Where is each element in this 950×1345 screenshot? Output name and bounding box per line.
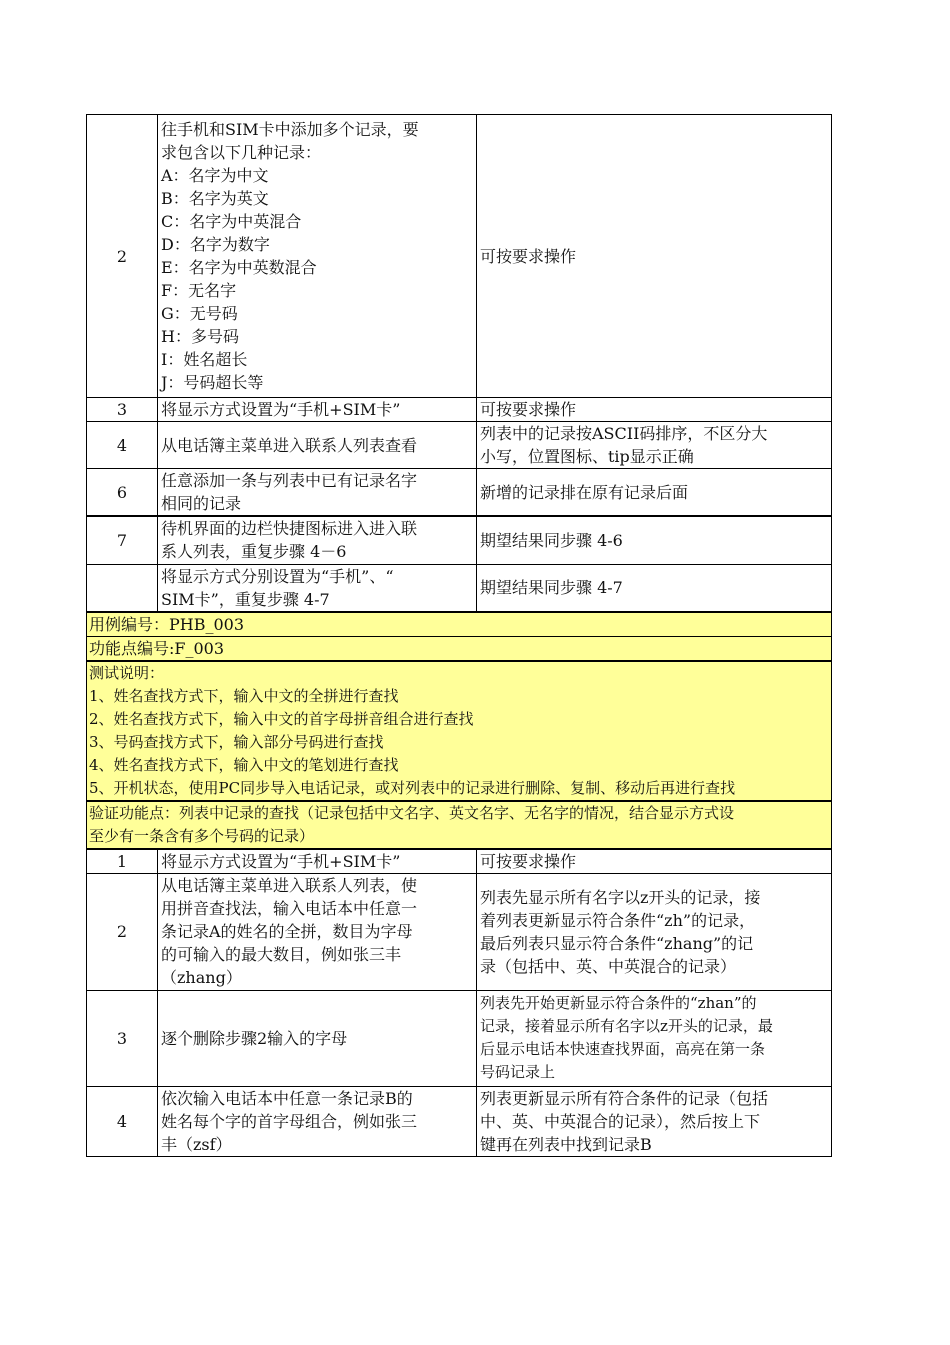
expected-result: 列表先开始更新显示符合条件的“zhan”的 记录，接着显示所有名字以z开头的记录，最 后显示电话本快速查找界面，高亮在第一条 号码记录上 (477, 990, 832, 1086)
step-description: 依次输入电话本中任意一条记录B的 姓名每个字的首字母组合，例如张三 丰（zsf） (158, 1086, 477, 1156)
step-number: 7 (87, 516, 158, 564)
test-case-table (86, 114, 832, 1157)
step-number: 2 (87, 115, 158, 398)
feature-id: 功能点编号:F_003 (87, 636, 832, 661)
step-number: 3 (87, 990, 158, 1086)
expected-result: 新增的记录排在原有记录后面 (477, 469, 832, 517)
step-description: 待机界面的边栏快捷图标进入进入联 系人列表，重复步骤 4－6 (158, 516, 477, 564)
step-description: 任意添加一条与列表中已有记录名字 相同的记录 (158, 469, 477, 517)
test-notes-row (87, 661, 832, 801)
feature-id-row (87, 636, 832, 661)
table-row (87, 422, 832, 469)
table-row (87, 516, 832, 564)
table-row (87, 1086, 832, 1156)
expected-result: 列表先显示所有名字以z开头的记录，接 着列表更新显示符合条件“zh”的记录， 最后列表只显示符合条件“zhang”的记 录（包括中、英、中英混合的记录） (477, 873, 832, 990)
case-id: 用例编号：PHB_003 (87, 612, 832, 637)
step-description: 将显示方式设置为“手机+SIM卡” (158, 849, 477, 874)
table-row (87, 115, 832, 398)
case-id-row (87, 612, 832, 637)
table-row (87, 990, 832, 1086)
step-number: 6 (87, 469, 158, 517)
expected-result: 期望结果同步骤 4-6 (477, 516, 832, 564)
verify-point: 验证功能点：列表中记录的查找（记录包括中文名字、英文名字、无名字的情况，结合显示方式设 至少有一条含有多个号码的记录） (87, 801, 832, 849)
expected-result: 列表更新显示所有符合条件的记录（包括 中、英、中英混合的记录），然后按上下 键再在列表中找到记录B (477, 1086, 832, 1156)
step-description: 往手机和SIM卡中添加多个记录，要 求包含以下几种记录： A：名字为中文 B：名字为英文 C：名字为中英混合 D：名字为数字 E：名字为中英数混合 F：无名字 G：无号码 H：多号码 I：姓名超长 J：号码超长等 (158, 115, 477, 398)
step-description: 将显示方式分别设置为“手机”、“ SIM卡”，重复步骤 4-7 (158, 564, 477, 612)
step-description: 从电话簿主菜单进入联系人列表查看 (158, 422, 477, 469)
test-notes: 测试说明： 1、姓名查找方式下，输入中文的全拼进行查找 2、姓名查找方式下，输入中文的首字母拼音组合进行查找 3、号码查找方式下，输入部分号码进行查找 4、姓名查找方式下，输入中文的笔划进行查找 5、开机状态，使用PC同步导入电话记录，或对列表中的记录进行删除、复制、移动后再进行查找 (87, 661, 832, 801)
step-number: 4 (87, 422, 158, 469)
step-description: 逐个删除步骤2输入的字母 (158, 990, 477, 1086)
expected-result: 可按要求操作 (477, 115, 832, 398)
expected-result: 列表中的记录按ASCII码排序，不区分大 小写，位置图标、tip显示正确 (477, 422, 832, 469)
expected-result: 期望结果同步骤 4-7 (477, 564, 832, 612)
step-description: 从电话簿主菜单进入联系人列表，使 用拼音查找法，输入电话本中任意一 条记录A的姓名的全拼，数目为字母 的可输入的最大数目，例如张三丰 （zhang） (158, 873, 477, 990)
table-row (87, 469, 832, 517)
expected-result: 可按要求操作 (477, 849, 832, 874)
step-number (87, 564, 158, 612)
table-row (87, 564, 832, 612)
expected-result: 可按要求操作 (477, 398, 832, 422)
verify-point-row (87, 801, 832, 849)
step-number: 1 (87, 849, 158, 874)
table-row (87, 873, 832, 990)
step-number: 2 (87, 873, 158, 990)
step-number: 3 (87, 398, 158, 422)
table-row (87, 849, 832, 874)
step-number: 4 (87, 1086, 158, 1156)
step-description: 将显示方式设置为“手机+SIM卡” (158, 398, 477, 422)
table-row (87, 398, 832, 422)
